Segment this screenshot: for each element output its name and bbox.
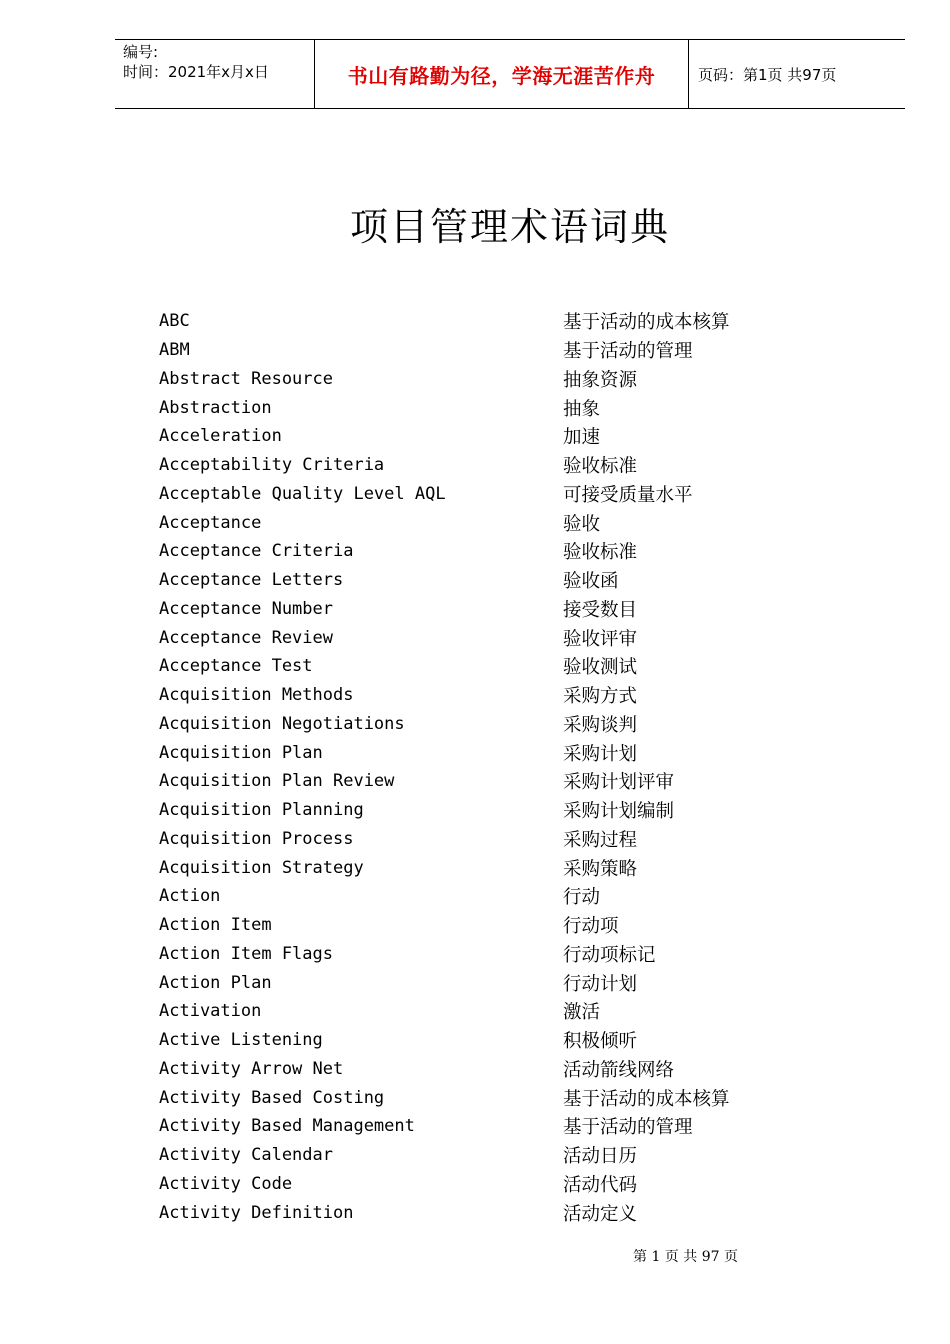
term-english: Activation <box>159 1001 262 1022</box>
term-chinese: 采购谈判 <box>563 714 638 736</box>
term-chinese: 抽象 <box>563 398 601 420</box>
term-english: Action <box>159 886 221 907</box>
term-english: Acceptance Number <box>159 598 333 619</box>
term-chinese: 采购方式 <box>563 686 638 708</box>
term-row <box>159 738 799 767</box>
term-row <box>159 968 799 997</box>
term-english: Acquisition Plan Review <box>159 771 395 792</box>
term-english: Activity Based Management <box>159 1116 415 1137</box>
term-english: Activity Calendar <box>159 1145 333 1166</box>
term-row <box>159 595 799 624</box>
page-footer: 第 1 页 共 97 页 <box>633 1249 738 1265</box>
term-chinese: 验收测试 <box>563 657 638 679</box>
term-chinese: 验收 <box>563 513 601 535</box>
term-chinese: 活动代码 <box>563 1174 638 1196</box>
term-chinese: 验收函 <box>563 571 619 593</box>
term-english: Activity Code <box>159 1173 293 1194</box>
term-chinese: 验收标准 <box>563 456 638 478</box>
term-row <box>159 767 799 796</box>
term-row <box>159 681 799 710</box>
term-chinese: 采购策略 <box>563 858 638 880</box>
term-row <box>159 825 799 854</box>
term-row <box>159 1170 799 1199</box>
term-chinese: 激活 <box>563 1002 601 1024</box>
term-row <box>159 307 799 336</box>
term-row <box>159 853 799 882</box>
term-english: Action Item <box>159 915 272 936</box>
term-english: Action Plan <box>159 972 272 993</box>
term-row <box>159 537 799 566</box>
term-english: Acquisition Methods <box>159 685 354 706</box>
term-row <box>159 882 799 911</box>
term-english: Acceptance Letters <box>159 570 344 591</box>
term-row <box>159 1026 799 1055</box>
term-row <box>159 997 799 1026</box>
term-row <box>159 480 799 509</box>
term-english: Acquisition Process <box>159 828 354 849</box>
term-chinese: 基于活动的成本核算 <box>563 1088 730 1110</box>
term-english: Active Listening <box>159 1030 323 1051</box>
page-header <box>115 39 905 109</box>
term-english: Acceleration <box>159 426 282 447</box>
term-row <box>159 940 799 969</box>
term-chinese: 采购计划评审 <box>563 772 675 794</box>
term-chinese: 活动日历 <box>563 1146 638 1168</box>
term-english: Acceptance Criteria <box>159 541 354 562</box>
term-chinese: 验收标准 <box>563 542 638 564</box>
term-english: Acquisition Plan <box>159 742 323 763</box>
term-chinese: 加速 <box>563 427 601 449</box>
term-chinese: 行动 <box>563 887 601 909</box>
term-english: Acceptance Review <box>159 627 333 648</box>
term-row <box>159 566 799 595</box>
term-english: ABM <box>159 340 190 361</box>
term-chinese: 行动项 <box>563 916 619 938</box>
term-english: ABC <box>159 311 190 332</box>
term-english: Acceptability Criteria <box>159 455 385 476</box>
header-page-info: 页码：第1页 共97页 <box>698 65 837 84</box>
term-chinese: 抽象资源 <box>563 369 638 391</box>
term-chinese: 活动定义 <box>563 1203 638 1225</box>
term-chinese: 基于活动的管理 <box>563 1117 693 1139</box>
term-english: Acquisition Planning <box>159 800 364 821</box>
term-english: Abstract Resource <box>159 368 333 389</box>
term-english: Activity Definition <box>159 1202 354 1223</box>
term-row <box>159 393 799 422</box>
term-chinese: 采购过程 <box>563 829 638 851</box>
term-chinese: 基于活动的管理 <box>563 341 693 363</box>
term-chinese: 积极倾听 <box>563 1031 638 1053</box>
term-chinese: 验收评审 <box>563 628 638 650</box>
term-english: Acquisition Negotiations <box>159 713 405 734</box>
term-chinese: 接受数目 <box>563 599 638 621</box>
term-english: Action Item Flags <box>159 943 333 964</box>
term-english: Acceptance Test <box>159 656 313 677</box>
term-chinese: 行动计划 <box>563 973 638 995</box>
term-row <box>159 1141 799 1170</box>
term-chinese: 采购计划编制 <box>563 801 675 823</box>
term-row <box>159 451 799 480</box>
time-label: 时间：2021年x月x日 <box>123 63 269 81</box>
header-meta <box>115 40 315 108</box>
term-english: Abstraction <box>159 397 272 418</box>
term-row <box>159 422 799 451</box>
term-row <box>159 796 799 825</box>
term-english: Acceptable Quality Level AQL <box>159 483 446 504</box>
term-english: Activity Based Costing <box>159 1087 385 1108</box>
term-list <box>159 307 799 1227</box>
term-chinese: 活动箭线网络 <box>563 1059 675 1081</box>
term-row <box>159 1112 799 1141</box>
term-row <box>159 710 799 739</box>
term-row <box>159 1055 799 1084</box>
document-title: 项目管理术语词典 <box>349 205 670 249</box>
term-row <box>159 508 799 537</box>
term-chinese: 可接受质量水平 <box>563 484 693 506</box>
term-row <box>159 652 799 681</box>
number-label: 编号: <box>123 43 159 61</box>
term-row <box>159 1083 799 1112</box>
term-row <box>159 911 799 940</box>
term-chinese: 基于活动的成本核算 <box>563 312 730 334</box>
term-row <box>159 1198 799 1227</box>
term-english: Acquisition Strategy <box>159 857 364 878</box>
term-chinese: 采购计划 <box>563 743 638 765</box>
term-row <box>159 336 799 365</box>
term-row <box>159 365 799 394</box>
header-motto: 书山有路勤为径，学海无涯苦作舟 <box>315 40 689 108</box>
term-chinese: 行动项标记 <box>563 944 656 966</box>
term-english: Acceptance <box>159 512 262 533</box>
term-row <box>159 623 799 652</box>
term-english: Activity Arrow Net <box>159 1058 344 1079</box>
